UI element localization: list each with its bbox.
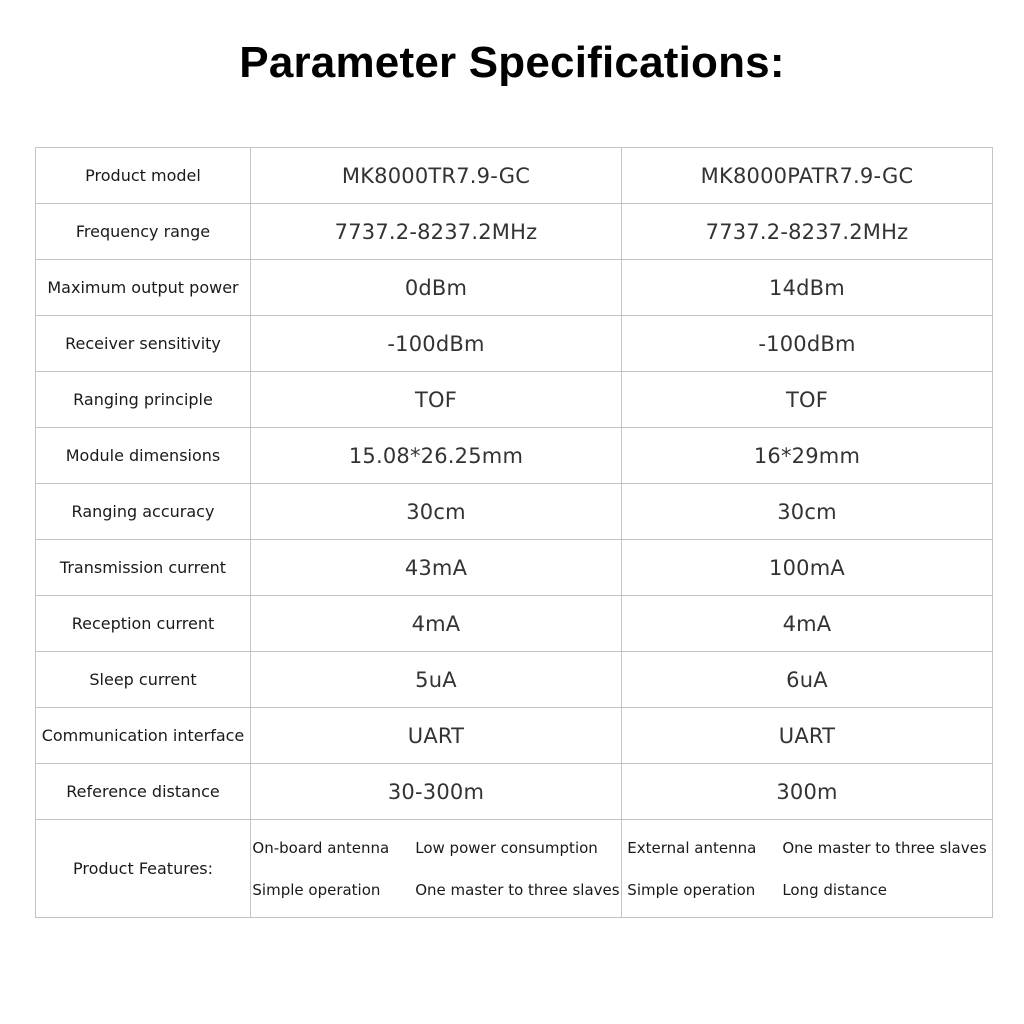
features-model-b xyxy=(622,820,993,918)
value-model-a: TOF xyxy=(251,372,622,428)
feature-item: Simple operation xyxy=(627,880,756,899)
table-row xyxy=(36,652,993,708)
row-label: Ranging principle xyxy=(36,372,251,428)
row-label: Module dimensions xyxy=(36,428,251,484)
value-model-b: -100dBm xyxy=(622,316,993,372)
feature-item: Low power consumption xyxy=(415,838,598,857)
value-model-a: UART xyxy=(251,708,622,764)
value-model-b: TOF xyxy=(622,372,993,428)
value-model-a: MK8000TR7.9-GC xyxy=(251,148,622,204)
value-model-b: 7737.2-8237.2MHz xyxy=(622,204,993,260)
feature-item: External antenna xyxy=(627,838,757,857)
value-model-a: 30cm xyxy=(251,484,622,540)
table-row xyxy=(36,708,993,764)
row-label: Reference distance xyxy=(36,764,251,820)
table-row xyxy=(36,596,993,652)
feature-item: Long distance xyxy=(782,880,887,899)
value-model-b: 16*29mm xyxy=(622,428,993,484)
table-row xyxy=(36,204,993,260)
row-label: Receiver sensitivity xyxy=(36,316,251,372)
value-model-b: MK8000PATR7.9-GC xyxy=(622,148,993,204)
features-model-a xyxy=(251,820,622,918)
table-row xyxy=(36,260,993,316)
row-label: Reception current xyxy=(36,596,251,652)
value-model-a: -100dBm xyxy=(251,316,622,372)
row-label: Maximum output power xyxy=(36,260,251,316)
table-row xyxy=(36,372,993,428)
value-model-a: 4mA xyxy=(251,596,622,652)
page-title: Parameter Specifications: xyxy=(239,38,785,87)
feature-item: Simple operation xyxy=(252,880,381,899)
value-model-b: 100mA xyxy=(622,540,993,596)
value-model-a: 7737.2-8237.2MHz xyxy=(251,204,622,260)
feature-item: One master to three slaves xyxy=(415,880,620,899)
value-model-a: 5uA xyxy=(251,652,622,708)
table-row xyxy=(36,540,993,596)
spec-table xyxy=(35,147,993,918)
value-model-b: 14dBm xyxy=(622,260,993,316)
value-model-b: 30cm xyxy=(622,484,993,540)
value-model-b: 4mA xyxy=(622,596,993,652)
table-row xyxy=(36,764,993,820)
value-model-a: 0dBm xyxy=(251,260,622,316)
row-label: Frequency range xyxy=(36,204,251,260)
table-row xyxy=(36,316,993,372)
features-row xyxy=(36,820,993,918)
row-label: Sleep current xyxy=(36,652,251,708)
row-label: Communication interface xyxy=(36,708,251,764)
row-label: Transmission current xyxy=(36,540,251,596)
table-row xyxy=(36,484,993,540)
row-label: Product model xyxy=(36,148,251,204)
table-row xyxy=(36,148,993,204)
features-label: Product Features: xyxy=(36,820,251,918)
value-model-a: 15.08*26.25mm xyxy=(251,428,622,484)
value-model-b: UART xyxy=(622,708,993,764)
feature-item: On-board antenna xyxy=(252,838,390,857)
feature-item: One master to three slaves xyxy=(782,838,987,857)
value-model-a: 43mA xyxy=(251,540,622,596)
value-model-a: 30-300m xyxy=(251,764,622,820)
row-label: Ranging accuracy xyxy=(36,484,251,540)
value-model-b: 300m xyxy=(622,764,993,820)
table-row xyxy=(36,428,993,484)
value-model-b: 6uA xyxy=(622,652,993,708)
